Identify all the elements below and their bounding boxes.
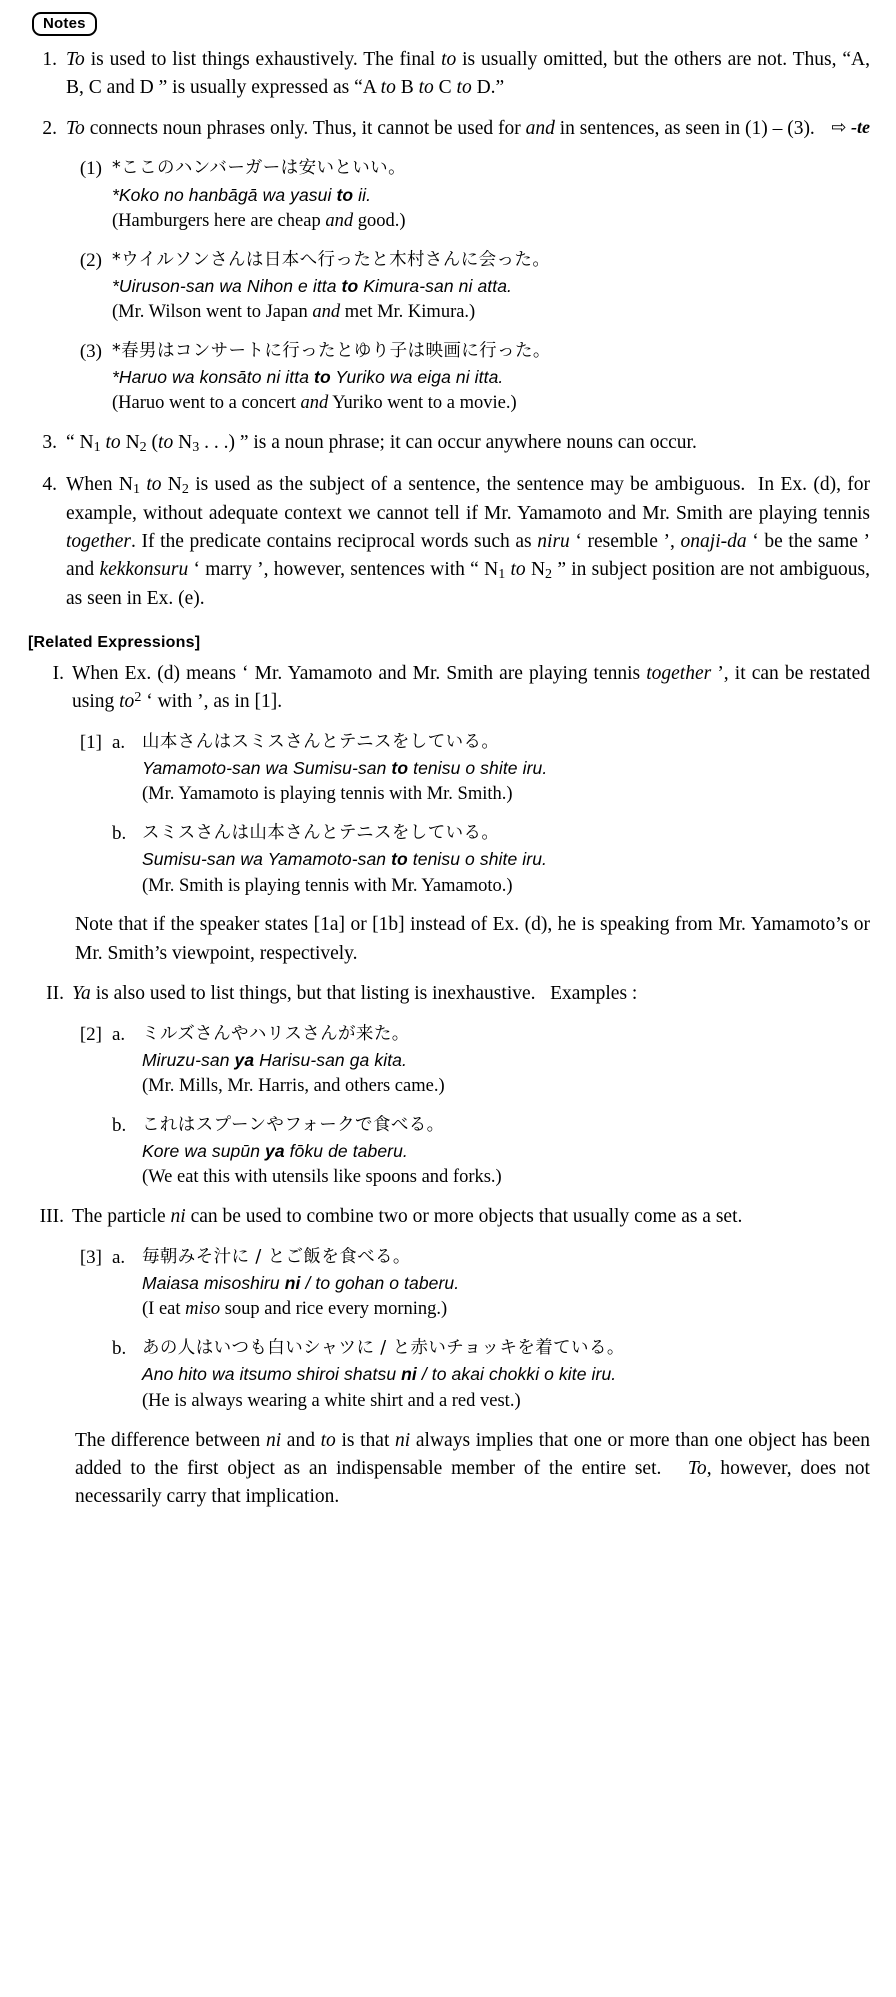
romaji-post: Harisu-san ga kita.: [254, 1049, 407, 1070]
romaji-particle: to: [391, 757, 409, 778]
romaji-particle: ni: [284, 1273, 301, 1294]
example-body: [112, 338, 870, 417]
example-number: (3): [79, 340, 102, 362]
note-number: 3.: [42, 432, 57, 454]
example-romaji: [112, 364, 870, 390]
related-item-1: [26, 660, 870, 715]
romaji-post: tenisu o shite iru.: [408, 757, 548, 778]
gloss-pre: (I eat: [142, 1299, 186, 1320]
example-2: [26, 247, 870, 326]
example-2a: [26, 1021, 870, 1100]
note1-text-d: is usually omitted, but the others are not. Thus, “A, B, C and D ” is usually expressed as “A: [66, 49, 870, 98]
example-romaji: [112, 182, 870, 208]
note2-term-to: To: [66, 117, 85, 139]
note2-text-d: in sentences, as seen in (1) – (3).: [554, 117, 815, 139]
example-romaji: [142, 755, 870, 781]
example-body: [112, 247, 870, 326]
example-japanese: スミスさんは山本さんとテニスをしている。: [142, 823, 500, 844]
gloss-emphasis: and: [312, 302, 341, 323]
example-2b: [26, 1112, 870, 1191]
romaji-particle: to: [341, 275, 359, 296]
examples-related-1: [26, 729, 870, 900]
note-number: 1.: [42, 49, 57, 71]
romaji-pre: Ano hito wa itsumo shiroi shatsu: [142, 1364, 402, 1385]
example-letter: b.: [112, 1338, 127, 1360]
example-japanese: あの人はいつも白いシャツに / と赤いチョッキを着ている。: [142, 1338, 625, 1359]
example-japanese: *春男はコンサートに行ったとゆり子は映画に行った。: [112, 340, 551, 361]
example-gloss: [142, 1296, 870, 1323]
note-item-3: [26, 429, 870, 458]
related-text: Ya is also used to list things, but that listing is inexhaustive. Examples :: [72, 982, 638, 1004]
note2-text-b: connects noun phrases only. Thus, it cannot be used for: [84, 117, 526, 139]
example-3a: [26, 1244, 870, 1323]
example-gloss: [112, 299, 870, 326]
gloss-post: Yuriko went to a movie.): [328, 393, 517, 414]
example-1a: [26, 729, 870, 808]
gloss-post: soup and rice every morning.): [220, 1299, 448, 1320]
gloss-pre: (Hamburgers here are cheap: [112, 210, 326, 231]
note-item-4: [26, 471, 870, 612]
example-3b: [26, 1335, 870, 1414]
romaji-post: tenisu o shite iru.: [407, 849, 547, 870]
related-expressions-heading: [Related Expressions]: [28, 634, 201, 652]
example-body: [142, 1244, 870, 1323]
examples-notes-list: [26, 155, 870, 417]
related-3-after-note: The difference between ni and to is that ni always implies that one or more than one object has been added to the first object as an indispensable member of the entire set. To, however, does not necessarily carry that implication.: [75, 1429, 871, 1508]
example-gloss: (We eat this with utensils like spoons and forks.): [142, 1167, 502, 1188]
romaji-pre: Sumisu-san wa Yamamoto-san: [142, 849, 392, 870]
related-item-3: [26, 1203, 870, 1231]
gloss-pre: (Mr. Wilson went to Japan: [112, 302, 313, 323]
gloss-emphasis: and: [325, 210, 354, 231]
example-number: [1]: [79, 731, 102, 753]
romaji-post: ii.: [353, 184, 372, 205]
gloss-post: good.): [353, 210, 406, 231]
romaji-post: / to akai chokki o kite iru.: [416, 1364, 617, 1385]
gloss-emphasis: miso: [185, 1299, 221, 1320]
example-number: [2]: [79, 1023, 102, 1045]
examples-related-3: [26, 1244, 870, 1415]
romaji-pre: Kore wa supūn: [142, 1141, 266, 1162]
romaji-pre: *Haruo wa konsāto ni itta: [112, 367, 315, 388]
related-1-after-note: Note that if the speaker states [1a] or [1b] instead of Ex. (d), he is speaking from Mr. Yamamoto’s or Mr. Smith’s viewpoint, respectively.: [75, 914, 870, 964]
note1-text-j: D.”: [471, 76, 505, 98]
example-letter: b.: [112, 823, 127, 845]
note-number: 4.: [42, 474, 57, 496]
romaji-particle: to: [391, 849, 408, 870]
romaji-particle: ya: [234, 1049, 255, 1070]
example-japanese: *ウイルソンさんは日本へ行ったと木村さんに会った。: [112, 249, 551, 270]
related-text: When Ex. (d) means ‘ Mr. Yamamoto and Mr. Smith are playing tennis together ’, it can be restated using $to^2$ ‘ with ’, as in [1].: [72, 663, 870, 713]
note2-term-and: and: [525, 117, 555, 139]
cross-reference-te[interactable]: [817, 115, 870, 141]
related-number: III.: [39, 1206, 64, 1228]
romaji-post: Kimura-san ni atta.: [358, 275, 512, 296]
romaji-pre: *Uiruson-san wa Nihon e itta: [112, 275, 342, 296]
related-text: The particle ni can be used to combine two or more objects that usually come as a set.: [72, 1206, 743, 1228]
romaji-particle: to: [336, 184, 354, 205]
romaji-post: fōku de taberu.: [284, 1141, 408, 1162]
romaji-particle: ni: [401, 1364, 417, 1385]
example-romaji: [142, 846, 870, 872]
related-number: II.: [46, 982, 64, 1004]
example-body: [142, 1335, 870, 1414]
example-body: [142, 1021, 870, 1100]
gloss-emphasis: and: [300, 393, 329, 414]
note1-term-to-4: to: [418, 76, 434, 98]
note-text: When $N_1$ to $N_2$ is used as the subject of a sentence, the sentence may be ambiguous. In Ex. (d), for example, without adequate context we cannot tell if Mr. Yamamoto and Mr. Smith are playing tennis together. If the predicate contains reciprocal words such as niru ‘ resemble ’, onaji-da ‘ be the same ’ and kekkonsuru ‘ marry ’, however, sentences with “ $N_1$ to $N_2$ ” in subject position are not ambiguous, as seen in Ex. (e).: [66, 474, 871, 609]
example-japanese: 山本さんはスミスさんとテニスをしている。: [142, 731, 500, 752]
example-letter: a.: [112, 1246, 126, 1268]
example-body: [142, 729, 870, 808]
example-3: [26, 338, 870, 417]
romaji-pre: Miruzu-san: [142, 1049, 235, 1070]
notes-section-badge: Notes: [32, 12, 97, 36]
example-1b: [26, 820, 870, 899]
example-body: [112, 155, 870, 234]
examples-related-2: [26, 1021, 870, 1192]
note1-text-f: B: [395, 76, 419, 98]
example-japanese: ミルズさんやハリスさんが来た。: [142, 1023, 410, 1044]
note-item-2: [26, 115, 870, 143]
related-number: I.: [52, 663, 64, 685]
note1-term-to-2: to: [441, 49, 457, 71]
note-text: [66, 46, 870, 101]
romaji-particle: to: [314, 367, 331, 388]
gloss-pre: (Haruo went to a concert: [112, 393, 301, 414]
example-letter: a.: [112, 1023, 126, 1045]
xref-arrow-icon: ⇨: [831, 116, 852, 137]
related-item-2: [26, 980, 870, 1008]
example-gloss: [112, 390, 870, 417]
example-number: [3]: [79, 1246, 102, 1268]
gloss-post: met Mr. Kimura.): [340, 302, 476, 323]
example-romaji: [142, 1047, 870, 1073]
example-letter: a.: [112, 731, 126, 753]
example-body: [142, 1112, 870, 1191]
romaji-pre: *Koko no hanbāgā wa yasui: [112, 184, 337, 205]
example-number: (2): [79, 249, 102, 271]
note1-term-to-5: to: [456, 76, 472, 98]
note-text: “ $N_1$ to $N_2$ (to $N_3$ . . .) ” is a noun phrase; it can occur anywhere nouns can occur.: [66, 432, 697, 456]
example-letter: b.: [112, 1114, 127, 1136]
example-body: [142, 820, 870, 899]
example-gloss: (Mr. Smith is playing tennis with Mr. Yamamoto.): [142, 875, 513, 896]
note-number: 2.: [42, 117, 57, 139]
example-gloss: (Mr. Mills, Mr. Harris, and others came.): [142, 1076, 445, 1097]
romaji-particle: ya: [265, 1141, 285, 1162]
note1-text-b: is used to list things exhaustively. The final: [84, 49, 442, 71]
romaji-pre: Yamamoto-san wa Sumisu-san: [142, 757, 392, 778]
romaji-post: Yuriko wa eiga ni itta.: [330, 367, 504, 388]
example-romaji: [142, 1361, 870, 1387]
example-gloss: (Mr. Yamamoto is playing tennis with Mr. Smith.): [142, 784, 513, 805]
example-romaji: [142, 1270, 870, 1296]
note1-term-to-1: To: [66, 49, 85, 71]
note-item-1: [26, 46, 870, 101]
xref-target: -te: [851, 116, 870, 137]
note-text: [66, 115, 870, 143]
romaji-post: / to gohan o taberu.: [300, 1273, 460, 1294]
example-japanese: 毎朝みそ汁に / とご飯を食べる。: [142, 1246, 411, 1267]
example-romaji: [142, 1138, 870, 1164]
example-1: [26, 155, 870, 234]
note1-term-to-3: to: [380, 76, 396, 98]
example-japanese: これはスプーンやフォークで食べる。: [142, 1114, 445, 1135]
example-japanese: *ここのハンバーガーは安いといい。: [112, 158, 406, 179]
example-gloss: [112, 208, 870, 235]
note1-text-h: C: [433, 76, 457, 98]
example-gloss: (He is always wearing a white shirt and a red vest.): [142, 1390, 521, 1411]
romaji-pre: Maiasa misoshiru: [142, 1273, 285, 1294]
example-romaji: [112, 273, 870, 299]
example-number: (1): [79, 158, 102, 180]
